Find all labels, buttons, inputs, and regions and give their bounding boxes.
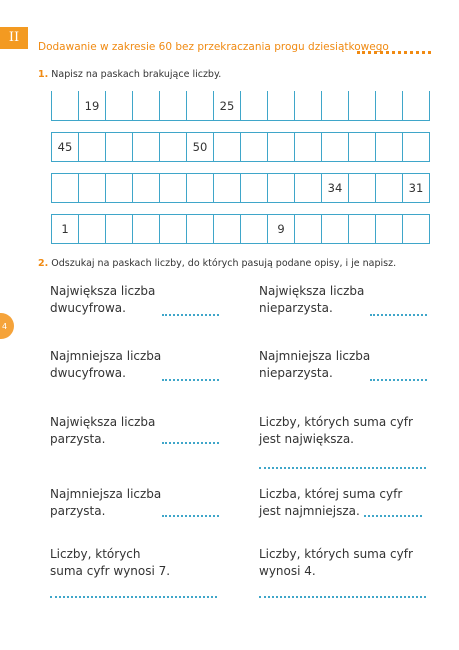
description-line: Najmniejsza liczba [50,349,162,363]
strip-cell[interactable] [349,91,376,120]
number-strip-4 [51,214,430,244]
strip-cell[interactable] [214,215,241,243]
strip-cell[interactable] [187,215,214,243]
strip-cell[interactable] [349,215,376,243]
strip-cell[interactable] [268,133,295,161]
strip-cell[interactable]: 1 [52,215,79,243]
strip-cell[interactable] [187,174,214,202]
strip-cell[interactable] [376,91,403,120]
description-line: suma cyfr wynosi 7. [50,564,171,578]
description-line: parzysta. [50,432,106,446]
description-line: Liczby, których suma cyfr [259,415,413,429]
strip-cell[interactable] [79,215,106,243]
description-right-1 [259,283,409,317]
strip-cell[interactable] [403,91,429,120]
strip-cell[interactable]: 34 [322,174,349,202]
description-right-5 [259,546,424,580]
strip-cell[interactable] [376,215,403,243]
strip-cell[interactable] [295,91,322,120]
strip-cell[interactable] [241,174,268,202]
description-line: Liczby, których suma cyfr [259,547,413,561]
task-2-number: 2. [38,258,49,269]
answer-field[interactable] [50,596,217,598]
strip-cell[interactable] [160,174,187,202]
strip-cell[interactable] [79,174,106,202]
strip-cell[interactable] [214,133,241,161]
strip-cell[interactable] [376,174,403,202]
strip-cell[interactable] [133,174,160,202]
description-line: parzysta. [50,504,106,518]
description-line: Największa liczba [50,284,156,298]
description-line: wynosi 4. [259,564,316,578]
strip-cell[interactable]: 19 [79,91,106,120]
strip-cell[interactable] [133,215,160,243]
strip-cell[interactable] [295,174,322,202]
chapter-badge: II [0,27,28,49]
strip-cell[interactable]: 45 [52,133,79,161]
strip-cell[interactable] [52,174,79,202]
title-dotted-line [357,51,431,54]
strip-cell[interactable] [106,91,133,120]
number-strip-3 [51,173,430,203]
strip-cell[interactable] [79,133,106,161]
strip-cell[interactable]: 9 [268,215,295,243]
description-right-2 [259,348,409,382]
strip-cell[interactable]: 31 [408,181,424,195]
description-line: dwucyfrowa. [50,366,126,380]
strip-cell[interactable] [403,133,429,161]
answer-field[interactable] [259,467,426,469]
strip-cell[interactable] [187,91,214,120]
strip-cell[interactable] [241,91,268,120]
strip-cell[interactable] [376,133,403,161]
task-2-text: Odszukaj na paskach liczby, do których pasują podane opisy, i je napisz. [51,258,397,269]
strip-cell[interactable] [160,133,187,161]
strip-cell[interactable] [160,91,187,120]
strip-cell[interactable] [106,133,133,161]
description-line: jest największa. [259,432,354,446]
strip-cell[interactable] [106,215,133,243]
strip-cell[interactable] [322,133,349,161]
description-left-1 [50,283,200,317]
strip-cell[interactable] [322,91,349,120]
description-left-5 [50,546,200,580]
strip-cell[interactable] [322,215,349,243]
description-line: jest najmniejsza. [259,504,360,518]
strip-cell[interactable] [106,174,133,202]
task-1-number: 1. [38,69,49,80]
description-line: nieparzysta. [259,366,333,380]
description-line: Najmniejsza liczba [259,349,371,363]
task-1-text: Napisz na paskach brakujące liczby. [51,69,222,80]
answer-field[interactable] [370,314,427,316]
strip-cell[interactable] [241,133,268,161]
page-number: 4 [2,322,8,331]
description-line: nieparzysta. [259,301,333,315]
number-strip-2 [51,132,430,162]
description-right-3 [259,414,424,448]
answer-field[interactable] [370,379,427,381]
strip-cell[interactable] [295,133,322,161]
task-1-instruction [38,69,221,80]
strip-cell[interactable]: 50 [187,133,214,161]
description-line: Najmniejsza liczba [50,487,162,501]
description-line: Największa liczba [50,415,156,429]
strip-cell[interactable] [214,174,241,202]
strip-cell[interactable] [295,215,322,243]
description-left-2 [50,348,200,382]
strip-cell[interactable] [133,91,160,120]
strip-cell[interactable] [268,174,295,202]
strip-cell[interactable] [403,215,429,243]
answer-field[interactable] [364,515,422,517]
description-line: Największa liczba [259,284,365,298]
description-line: dwucyfrowa. [50,301,126,315]
strip-cell[interactable] [133,133,160,161]
answer-field[interactable] [162,379,219,381]
answer-field[interactable] [259,596,426,598]
number-strip-1 [51,91,430,121]
strip-cell[interactable] [268,91,295,120]
description-line: Liczby, których [50,547,141,561]
task-2-instruction [38,258,396,269]
strip-cell[interactable] [349,133,376,161]
answer-field[interactable] [162,515,219,517]
strip-cell[interactable] [52,91,79,120]
strip-cell[interactable] [160,215,187,243]
strip-cell[interactable] [349,174,376,202]
strip-cell[interactable] [241,215,268,243]
answer-field[interactable] [162,314,219,316]
page-title: Dodawanie w zakresie 60 bez przekraczania progu dziesiątkowego [38,41,389,53]
description-line: Liczba, której suma cyfr [259,487,403,501]
answer-field[interactable] [162,442,219,444]
strip-cell[interactable]: 25 [214,91,241,120]
